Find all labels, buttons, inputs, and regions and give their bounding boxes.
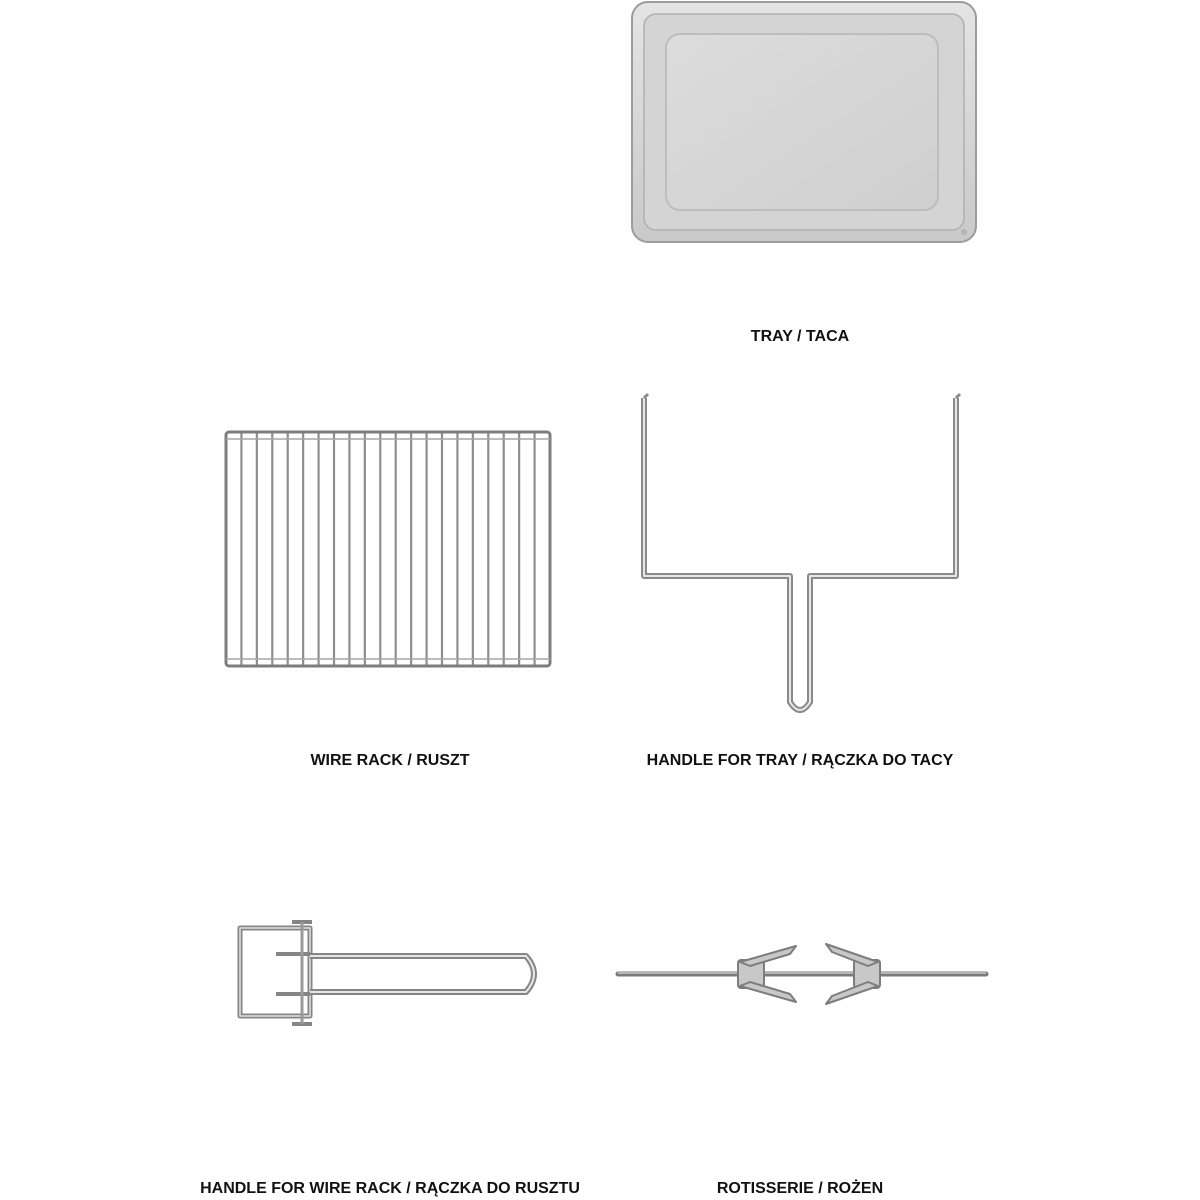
handle-for-tray-caption: HANDLE FOR TRAY / RĄCZKA DO TACY bbox=[646, 752, 954, 769]
tray-item bbox=[600, 0, 1000, 360]
wire-rack-caption: WIRE RACK / RUSZT bbox=[310, 752, 470, 769]
handle-for-tray-item bbox=[600, 380, 1000, 780]
rotisserie-caption: ROTISSERIE / ROŻEN bbox=[716, 1180, 884, 1197]
rotisserie-item bbox=[600, 900, 1000, 1200]
tray-handle-icon bbox=[600, 380, 1000, 720]
rack-handle-icon bbox=[190, 900, 590, 1040]
baking-tray-icon bbox=[600, 0, 1000, 260]
wire-rack-icon bbox=[180, 400, 600, 700]
tray-caption: TRAY / TACA bbox=[750, 328, 850, 345]
wire-rack-item bbox=[180, 400, 600, 780]
handle-for-wire-rack-caption: HANDLE FOR WIRE RACK / RĄCZKA DO RUSZTU bbox=[200, 1180, 580, 1197]
handle-for-wire-rack-item bbox=[190, 900, 590, 1200]
rotisserie-spit-icon bbox=[600, 900, 1000, 1040]
